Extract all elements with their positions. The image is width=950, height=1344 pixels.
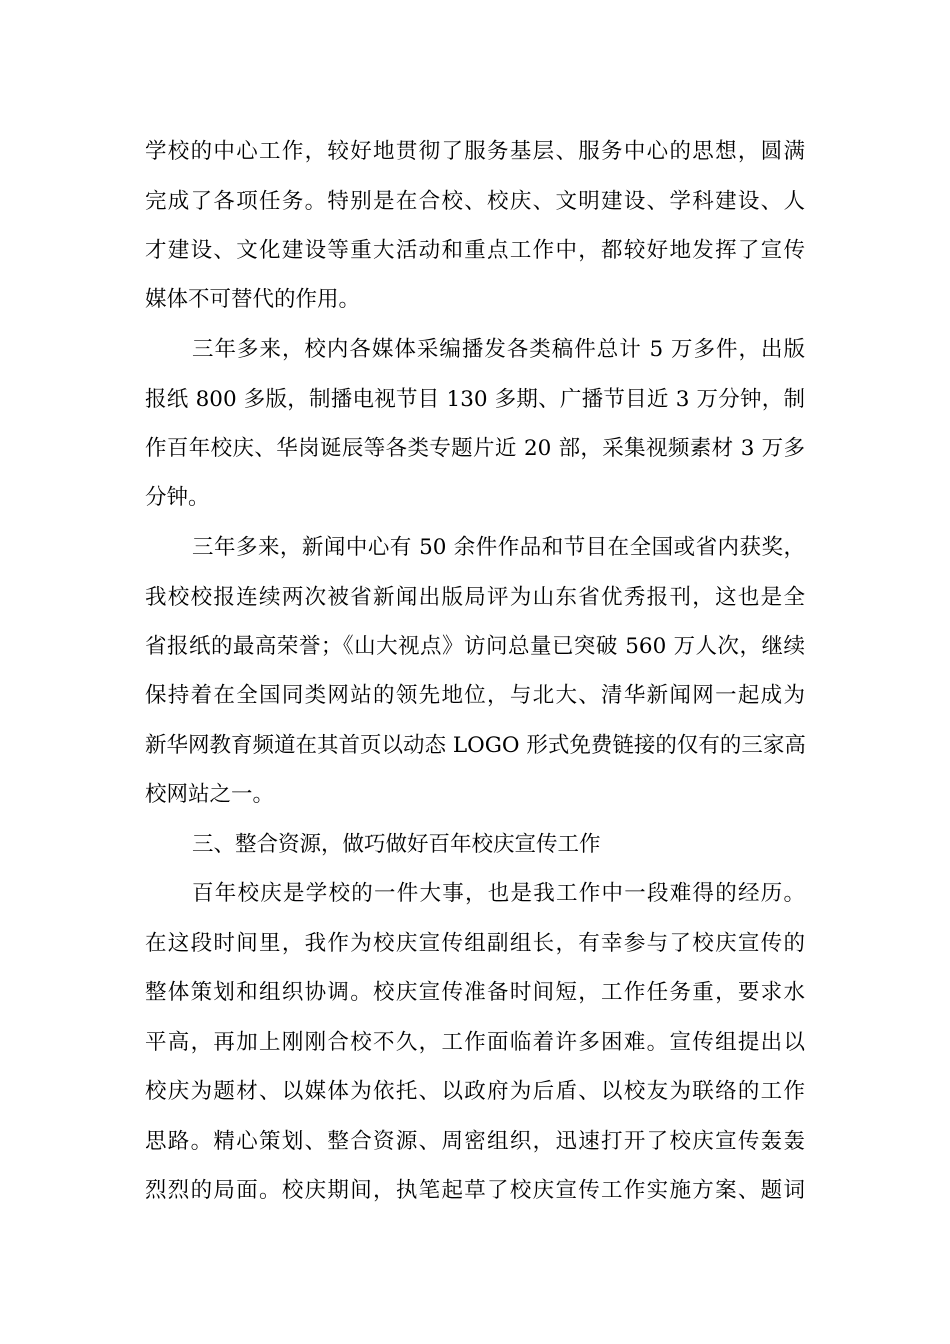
text-line: 分钟。 bbox=[145, 485, 210, 510]
text-line: 报纸 800 多版，制播电视节目 130 多期、广播节目近 3 万分钟，制 bbox=[145, 387, 805, 412]
text-line: 烈烈的局面。校庆期间，执笔起草了校庆宣传工作实施方案、题词 bbox=[145, 1178, 805, 1203]
text-line: 校庆为题材、以媒体为依托、以政府为后盾、以校友为联络的工作 bbox=[145, 1079, 805, 1104]
text-line: 平高，再加上刚刚合校不久，工作面临着许多困难。宣传组提出以 bbox=[145, 1030, 805, 1055]
text-line: 新华网教育频道在其首页以动态 LOGO 形式免费链接的仅有的三家高 bbox=[145, 733, 806, 758]
text-line: 作百年校庆、华岗诞辰等各类专题片近 20 部，采集视频素材 3 万多 bbox=[145, 436, 805, 461]
text-line: 整体策划和组织协调。校庆宣传准备时间短，工作任务重，要求水 bbox=[145, 980, 805, 1005]
text-line: 百年校庆是学校的一件大事，也是我工作中一段难得的经历。 bbox=[192, 881, 805, 906]
text-line: 学校的中心工作，较好地贯彻了服务基层、服务中心的思想，圆满 bbox=[145, 139, 805, 164]
text-line: 思路。精心策划、整合资源、周密组织，迅速打开了校庆宣传轰轰 bbox=[145, 1129, 805, 1154]
text-line: 在这段时间里，我作为校庆宣传组副组长，有幸参与了校庆宣传的 bbox=[145, 931, 805, 956]
text-line: 才建设、文化建设等重大活动和重点工作中，都较好地发挥了宣传 bbox=[145, 238, 805, 263]
text-line: 保持着在全国同类网站的领先地位，与北大、清华新闻网一起成为 bbox=[145, 683, 805, 708]
section-heading: 三、整合资源，做巧做好百年校庆宣传工作 bbox=[192, 832, 601, 857]
text-line: 校网站之一。 bbox=[145, 782, 275, 807]
text-line: 我校校报连续两次被省新闻出版局评为山东省优秀报刊，这也是全 bbox=[145, 585, 805, 610]
text-line: 省报纸的最高荣誉；《山大视点》访问总量已突破 560 万人次，继续 bbox=[145, 634, 805, 659]
text-line: 媒体不可替代的作用。 bbox=[145, 287, 361, 312]
text-line: 完成了各项任务。特别是在合校、校庆、文明建设、学科建设、人 bbox=[145, 189, 805, 214]
text-line: 三年多来，校内各媒体采编播发各类稿件总计 5 万多件，出版 bbox=[192, 337, 805, 362]
text-line: 三年多来，新闻中心有 50 余件作品和节目在全国或省内获奖， bbox=[192, 535, 805, 560]
